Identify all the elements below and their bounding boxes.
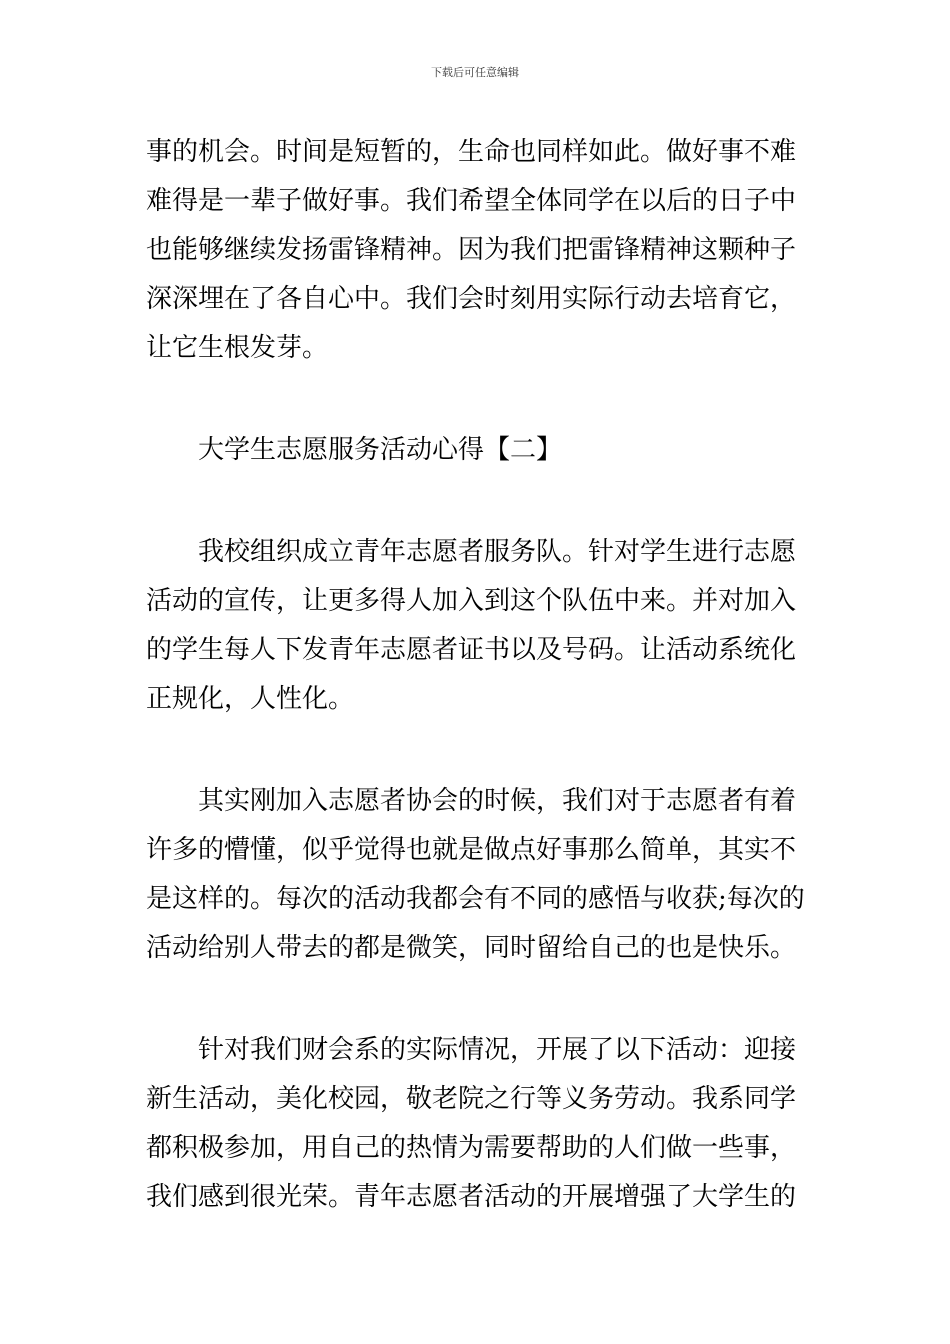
paragraph — [146, 1026, 808, 1222]
paragraph-gap — [146, 475, 808, 528]
text-line: 深深埋在了各自心中。我们会时刻用实际行动去培育它， — [146, 284, 797, 314]
text-line: 是这样的。每次的活动我都会有不同的感悟与收获;每次的 — [146, 884, 805, 914]
text-line: 也能够继续发扬雷锋精神。因为我们把雷锋精神这颗种子 — [146, 235, 797, 265]
text-line: 我校组织成立青年志愿者服务队。针对学生进行志愿 — [198, 537, 797, 567]
paragraph-gap — [146, 724, 808, 777]
text-line: 活动的宣传，让更多得人加入到这个队伍中来。并对加入 — [146, 586, 797, 616]
text-line: 难得是一辈子做好事。我们希望全体同学在以后的日子中 — [146, 186, 797, 216]
text-line: 针对我们财会系的实际情况，开展了以下活动：迎接 — [198, 1035, 797, 1065]
text-line: 活动给别人带去的都是微笑，同时留给自己的也是快乐。 — [146, 933, 797, 963]
text-line: 正规化，人性化。 — [146, 684, 355, 714]
paragraph-gap — [146, 373, 808, 426]
paragraph — [146, 528, 808, 724]
paragraph-gap — [146, 973, 808, 1026]
text-line: 的学生每人下发青年志愿者证书以及号码。让活动系统化 — [146, 635, 797, 665]
text-line: 其实刚加入志愿者协会的时候，我们对于志愿者有着 — [198, 786, 797, 816]
document-body — [146, 128, 808, 1222]
text-line: 新生活动，美化校园，敬老院之行等义务劳动。我系同学 — [146, 1084, 797, 1114]
text-line: 都积极参加，用自己的热情为需要帮助的人们做一些事， — [146, 1133, 797, 1163]
heading-line: 大学生志愿服务活动心得【二】 — [198, 435, 563, 465]
paragraph-continuation — [146, 128, 808, 373]
text-line: 许多的懵懂，似乎觉得也就是做点好事那么简单，其实不 — [146, 835, 797, 865]
text-line: 让它生根发芽。 — [146, 333, 329, 363]
paragraph — [146, 777, 808, 973]
text-line: 事的机会。时间是短暂的，生命也同样如此。做好事不难 — [146, 137, 797, 167]
text-line: 我们感到很光荣。青年志愿者活动的开展增强了大学生的 — [146, 1182, 797, 1212]
section-heading — [146, 426, 808, 475]
page-header-note: 下载后可任意编辑 — [431, 66, 519, 79]
